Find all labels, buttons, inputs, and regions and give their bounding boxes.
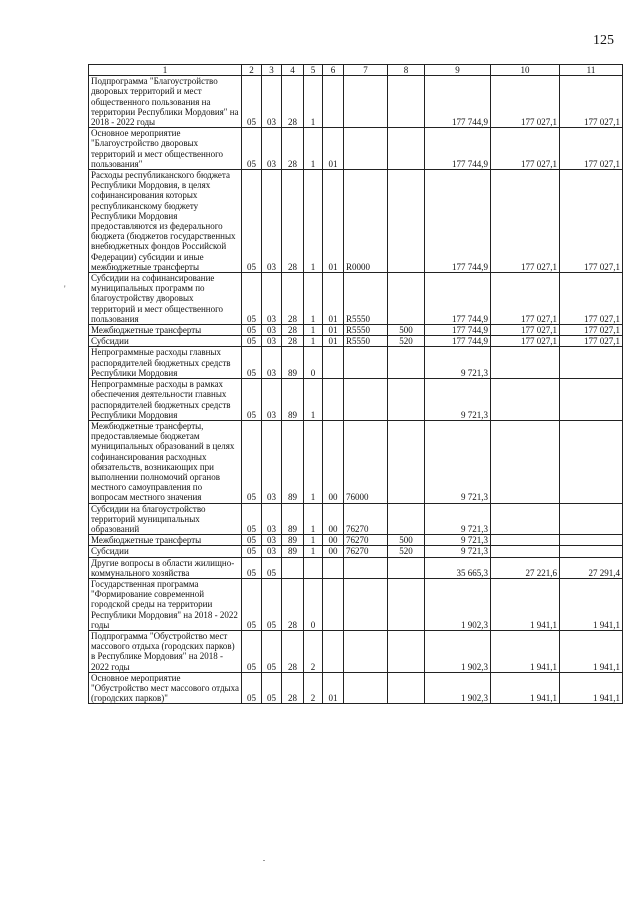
amount-2021 bbox=[491, 347, 560, 379]
subprogram-code: 1 bbox=[304, 336, 323, 347]
header-col-6: 6 bbox=[323, 65, 344, 76]
header-col-4: 4 bbox=[282, 65, 304, 76]
table-row bbox=[89, 336, 623, 347]
item-name: Государственная программа "Формирование современной городской среды на территории Республики Мордовия" на 2018 - 2022 годы bbox=[89, 578, 242, 630]
amount-2020: 1 902,3 bbox=[425, 672, 491, 704]
amount-2021: 1 941,1 bbox=[491, 672, 560, 704]
subprogram-code: 1 bbox=[304, 420, 323, 503]
program-code: 89 bbox=[282, 503, 304, 535]
target-code: 76270 bbox=[344, 535, 388, 546]
target-code: R5550 bbox=[344, 325, 388, 336]
subsection-code: 05 bbox=[262, 578, 282, 630]
header-col-7: 7 bbox=[344, 65, 388, 76]
header-col-10: 10 bbox=[491, 65, 560, 76]
subsection-code: 03 bbox=[262, 503, 282, 535]
subsection-code: 03 bbox=[262, 379, 282, 421]
amount-2021: 177 027,1 bbox=[491, 336, 560, 347]
target-code bbox=[344, 672, 388, 704]
program-code: 28 bbox=[282, 630, 304, 672]
table-row bbox=[89, 546, 623, 557]
target-code: 76000 bbox=[344, 420, 388, 503]
amount-2020: 9 721,3 bbox=[425, 347, 491, 379]
expense-type-code: 520 bbox=[388, 336, 425, 347]
header-col-5: 5 bbox=[304, 65, 323, 76]
activity-code bbox=[323, 379, 344, 421]
subsection-code: 03 bbox=[262, 546, 282, 557]
table-row bbox=[89, 273, 623, 325]
expense-type-code bbox=[388, 170, 425, 273]
target-code: R5550 bbox=[344, 336, 388, 347]
subsection-code: 05 bbox=[262, 672, 282, 704]
subprogram-code: 1 bbox=[304, 325, 323, 336]
amount-2022 bbox=[560, 379, 623, 421]
section-code: 05 bbox=[242, 535, 262, 546]
table-row bbox=[89, 76, 623, 128]
header-col-1: 1 bbox=[89, 65, 242, 76]
amount-2020: 35 665,3 bbox=[425, 557, 491, 578]
subsection-code: 03 bbox=[262, 336, 282, 347]
table-row bbox=[89, 420, 623, 503]
amount-2021: 1 941,1 bbox=[491, 578, 560, 630]
amount-2020: 1 902,3 bbox=[425, 630, 491, 672]
amount-2022: 27 291,4 bbox=[560, 557, 623, 578]
amount-2022: 177 027,1 bbox=[560, 170, 623, 273]
table-row bbox=[89, 379, 623, 421]
subprogram-code: 1 bbox=[304, 76, 323, 128]
program-code: 28 bbox=[282, 325, 304, 336]
table-row bbox=[89, 170, 623, 273]
expense-type-code bbox=[388, 672, 425, 704]
amount-2021: 177 027,1 bbox=[491, 128, 560, 170]
header-col-11: 11 bbox=[560, 65, 623, 76]
program-code: 89 bbox=[282, 546, 304, 557]
table-row bbox=[89, 535, 623, 546]
target-code bbox=[344, 578, 388, 630]
page-number: 125 bbox=[593, 33, 614, 48]
table-row bbox=[89, 557, 623, 578]
scan-speck bbox=[263, 860, 265, 861]
target-code bbox=[344, 128, 388, 170]
amount-2020: 177 744,9 bbox=[425, 128, 491, 170]
amount-2020: 177 744,9 bbox=[425, 170, 491, 273]
amount-2021: 27 221,6 bbox=[491, 557, 560, 578]
activity-code bbox=[323, 347, 344, 379]
amount-2022: 177 027,1 bbox=[560, 336, 623, 347]
amount-2022: 1 941,1 bbox=[560, 672, 623, 704]
amount-2020: 9 721,3 bbox=[425, 546, 491, 557]
program-code: 28 bbox=[282, 273, 304, 325]
item-name: Другие вопросы в области жилищно-коммунального хозяйства bbox=[89, 557, 242, 578]
target-code bbox=[344, 557, 388, 578]
section-code: 05 bbox=[242, 578, 262, 630]
section-code: 05 bbox=[242, 170, 262, 273]
program-code: 89 bbox=[282, 420, 304, 503]
target-code bbox=[344, 76, 388, 128]
subprogram-code: 1 bbox=[304, 128, 323, 170]
subsection-code: 03 bbox=[262, 347, 282, 379]
expense-type-code: 500 bbox=[388, 325, 425, 336]
subsection-code: 03 bbox=[262, 128, 282, 170]
header-row bbox=[89, 65, 623, 76]
target-code bbox=[344, 347, 388, 379]
expense-type-code bbox=[388, 630, 425, 672]
expense-type-code bbox=[388, 420, 425, 503]
expense-type-code bbox=[388, 76, 425, 128]
amount-2020: 177 744,9 bbox=[425, 336, 491, 347]
amount-2022 bbox=[560, 503, 623, 535]
header-col-3: 3 bbox=[262, 65, 282, 76]
section-code: 05 bbox=[242, 546, 262, 557]
expense-type-code: 520 bbox=[388, 546, 425, 557]
header-col-8: 8 bbox=[388, 65, 425, 76]
amount-2022: 177 027,1 bbox=[560, 128, 623, 170]
table-row bbox=[89, 503, 623, 535]
table-row bbox=[89, 630, 623, 672]
activity-code: 01 bbox=[323, 170, 344, 273]
table-row bbox=[89, 347, 623, 379]
amount-2022 bbox=[560, 535, 623, 546]
amount-2020: 177 744,9 bbox=[425, 325, 491, 336]
program-code: 89 bbox=[282, 379, 304, 421]
amount-2020: 1 902,3 bbox=[425, 578, 491, 630]
target-code: R0000 bbox=[344, 170, 388, 273]
subsection-code: 05 bbox=[262, 557, 282, 578]
activity-code: 01 bbox=[323, 336, 344, 347]
table-row bbox=[89, 672, 623, 704]
amount-2020: 9 721,3 bbox=[425, 535, 491, 546]
amount-2021 bbox=[491, 379, 560, 421]
activity-code: 00 bbox=[323, 420, 344, 503]
target-code: R5550 bbox=[344, 273, 388, 325]
budget-table bbox=[88, 64, 623, 704]
amount-2021: 177 027,1 bbox=[491, 170, 560, 273]
program-code: 28 bbox=[282, 578, 304, 630]
amount-2022 bbox=[560, 546, 623, 557]
item-name: Непрограммные расходы в рамках обеспечения деятельности главных распорядителей бюджетных средств Республики Мордовия bbox=[89, 379, 242, 421]
subprogram-code: 0 bbox=[304, 347, 323, 379]
activity-code: 01 bbox=[323, 273, 344, 325]
expense-type-code: 500 bbox=[388, 535, 425, 546]
item-name: Подпрограмма "Благоустройство дворовых территорий и мест общественного пользования на территории Республики Мордовия" на 2018 - 2022 годы bbox=[89, 76, 242, 128]
item-name: Межбюджетные трансферты bbox=[89, 325, 242, 336]
stray-mark: ' bbox=[64, 284, 66, 294]
program-code: 28 bbox=[282, 170, 304, 273]
subsection-code: 03 bbox=[262, 170, 282, 273]
item-name: Расходы республиканского бюджета Республики Мордовия, в целях софинансирования которых республиканскому бюджету Республики Мордовия предоставляются из федерального бюджета (бюджетов государственных внебюджетных фондов Российской Федерации) субсидии и иные межбюджетные трансферты bbox=[89, 170, 242, 273]
table-row bbox=[89, 325, 623, 336]
subprogram-code: 1 bbox=[304, 535, 323, 546]
amount-2020: 177 744,9 bbox=[425, 273, 491, 325]
subsection-code: 03 bbox=[262, 76, 282, 128]
subprogram-code bbox=[304, 557, 323, 578]
expense-type-code bbox=[388, 557, 425, 578]
item-name: Субсидии на благоустройство территорий муниципальных образований bbox=[89, 503, 242, 535]
subprogram-code: 1 bbox=[304, 546, 323, 557]
program-code: 28 bbox=[282, 76, 304, 128]
item-name: Субсидии на софинансирование муниципальных программ по благоустройству дворовых территорий и мест общественного пользования bbox=[89, 273, 242, 325]
target-code: 76270 bbox=[344, 503, 388, 535]
amount-2021: 177 027,1 bbox=[491, 273, 560, 325]
subsection-code: 03 bbox=[262, 420, 282, 503]
subprogram-code: 0 bbox=[304, 578, 323, 630]
expense-type-code bbox=[388, 379, 425, 421]
expense-type-code bbox=[388, 273, 425, 325]
amount-2022: 177 027,1 bbox=[560, 273, 623, 325]
subprogram-code: 2 bbox=[304, 672, 323, 704]
activity-code: 00 bbox=[323, 535, 344, 546]
expense-type-code bbox=[388, 578, 425, 630]
subprogram-code: 1 bbox=[304, 170, 323, 273]
table-body bbox=[89, 65, 623, 704]
subsection-code: 03 bbox=[262, 273, 282, 325]
activity-code bbox=[323, 578, 344, 630]
subsection-code: 03 bbox=[262, 325, 282, 336]
program-code: 89 bbox=[282, 535, 304, 546]
subsection-code: 03 bbox=[262, 535, 282, 546]
subprogram-code: 1 bbox=[304, 503, 323, 535]
amount-2022: 1 941,1 bbox=[560, 630, 623, 672]
table-row bbox=[89, 578, 623, 630]
item-name: Субсидии bbox=[89, 546, 242, 557]
amount-2020: 9 721,3 bbox=[425, 420, 491, 503]
activity-code bbox=[323, 630, 344, 672]
section-code: 05 bbox=[242, 128, 262, 170]
section-code: 05 bbox=[242, 273, 262, 325]
item-name: Подпрограмма "Обустройство мест массового отдыха (городских парков) в Республике Мордовия" на 2018 - 2022 годы bbox=[89, 630, 242, 672]
target-code bbox=[344, 630, 388, 672]
section-code: 05 bbox=[242, 325, 262, 336]
section-code: 05 bbox=[242, 336, 262, 347]
section-code: 05 bbox=[242, 672, 262, 704]
subprogram-code: 1 bbox=[304, 379, 323, 421]
amount-2022 bbox=[560, 347, 623, 379]
amount-2020: 9 721,3 bbox=[425, 503, 491, 535]
item-name: Основное мероприятие "Обустройство мест массового отдыха (городских парков)" bbox=[89, 672, 242, 704]
subsection-code: 05 bbox=[262, 630, 282, 672]
activity-code: 01 bbox=[323, 672, 344, 704]
amount-2021: 177 027,1 bbox=[491, 325, 560, 336]
activity-code bbox=[323, 76, 344, 128]
item-name: Непрограммные расходы главных распорядителей бюджетных средств Республики Мордовия bbox=[89, 347, 242, 379]
amount-2021 bbox=[491, 535, 560, 546]
expense-type-code bbox=[388, 503, 425, 535]
amount-2021: 1 941,1 bbox=[491, 630, 560, 672]
amount-2021 bbox=[491, 503, 560, 535]
amount-2020: 9 721,3 bbox=[425, 379, 491, 421]
program-code: 28 bbox=[282, 672, 304, 704]
subprogram-code: 1 bbox=[304, 273, 323, 325]
activity-code bbox=[323, 557, 344, 578]
activity-code: 00 bbox=[323, 503, 344, 535]
amount-2022 bbox=[560, 420, 623, 503]
section-code: 05 bbox=[242, 557, 262, 578]
amount-2021 bbox=[491, 546, 560, 557]
item-name: Межбюджетные трансферты bbox=[89, 535, 242, 546]
target-code bbox=[344, 379, 388, 421]
activity-code: 01 bbox=[323, 325, 344, 336]
amount-2021: 177 027,1 bbox=[491, 76, 560, 128]
section-code: 05 bbox=[242, 420, 262, 503]
amount-2022: 1 941,1 bbox=[560, 578, 623, 630]
amount-2021 bbox=[491, 420, 560, 503]
program-code bbox=[282, 557, 304, 578]
expense-type-code bbox=[388, 128, 425, 170]
subprogram-code: 2 bbox=[304, 630, 323, 672]
item-name: Субсидии bbox=[89, 336, 242, 347]
section-code: 05 bbox=[242, 76, 262, 128]
section-code: 05 bbox=[242, 503, 262, 535]
program-code: 28 bbox=[282, 128, 304, 170]
target-code: 76270 bbox=[344, 546, 388, 557]
activity-code: 01 bbox=[323, 128, 344, 170]
item-name: Основное мероприятие "Благоустройство дворовых территорий и мест общественного пользования" bbox=[89, 128, 242, 170]
section-code: 05 bbox=[242, 379, 262, 421]
program-code: 28 bbox=[282, 336, 304, 347]
section-code: 05 bbox=[242, 347, 262, 379]
activity-code: 00 bbox=[323, 546, 344, 557]
header-col-9: 9 bbox=[425, 65, 491, 76]
amount-2022: 177 027,1 bbox=[560, 76, 623, 128]
amount-2020: 177 744,9 bbox=[425, 76, 491, 128]
section-code: 05 bbox=[242, 630, 262, 672]
amount-2022: 177 027,1 bbox=[560, 325, 623, 336]
program-code: 89 bbox=[282, 347, 304, 379]
table-row bbox=[89, 128, 623, 170]
item-name: Межбюджетные трансферты, предоставляемые бюджетам муниципальных образований в целях софинансирования расходных обязательств, возникающих при выполнении полномочий органов местного самоуправления по вопросам местного значения bbox=[89, 420, 242, 503]
header-col-2: 2 bbox=[242, 65, 262, 76]
expense-type-code bbox=[388, 347, 425, 379]
